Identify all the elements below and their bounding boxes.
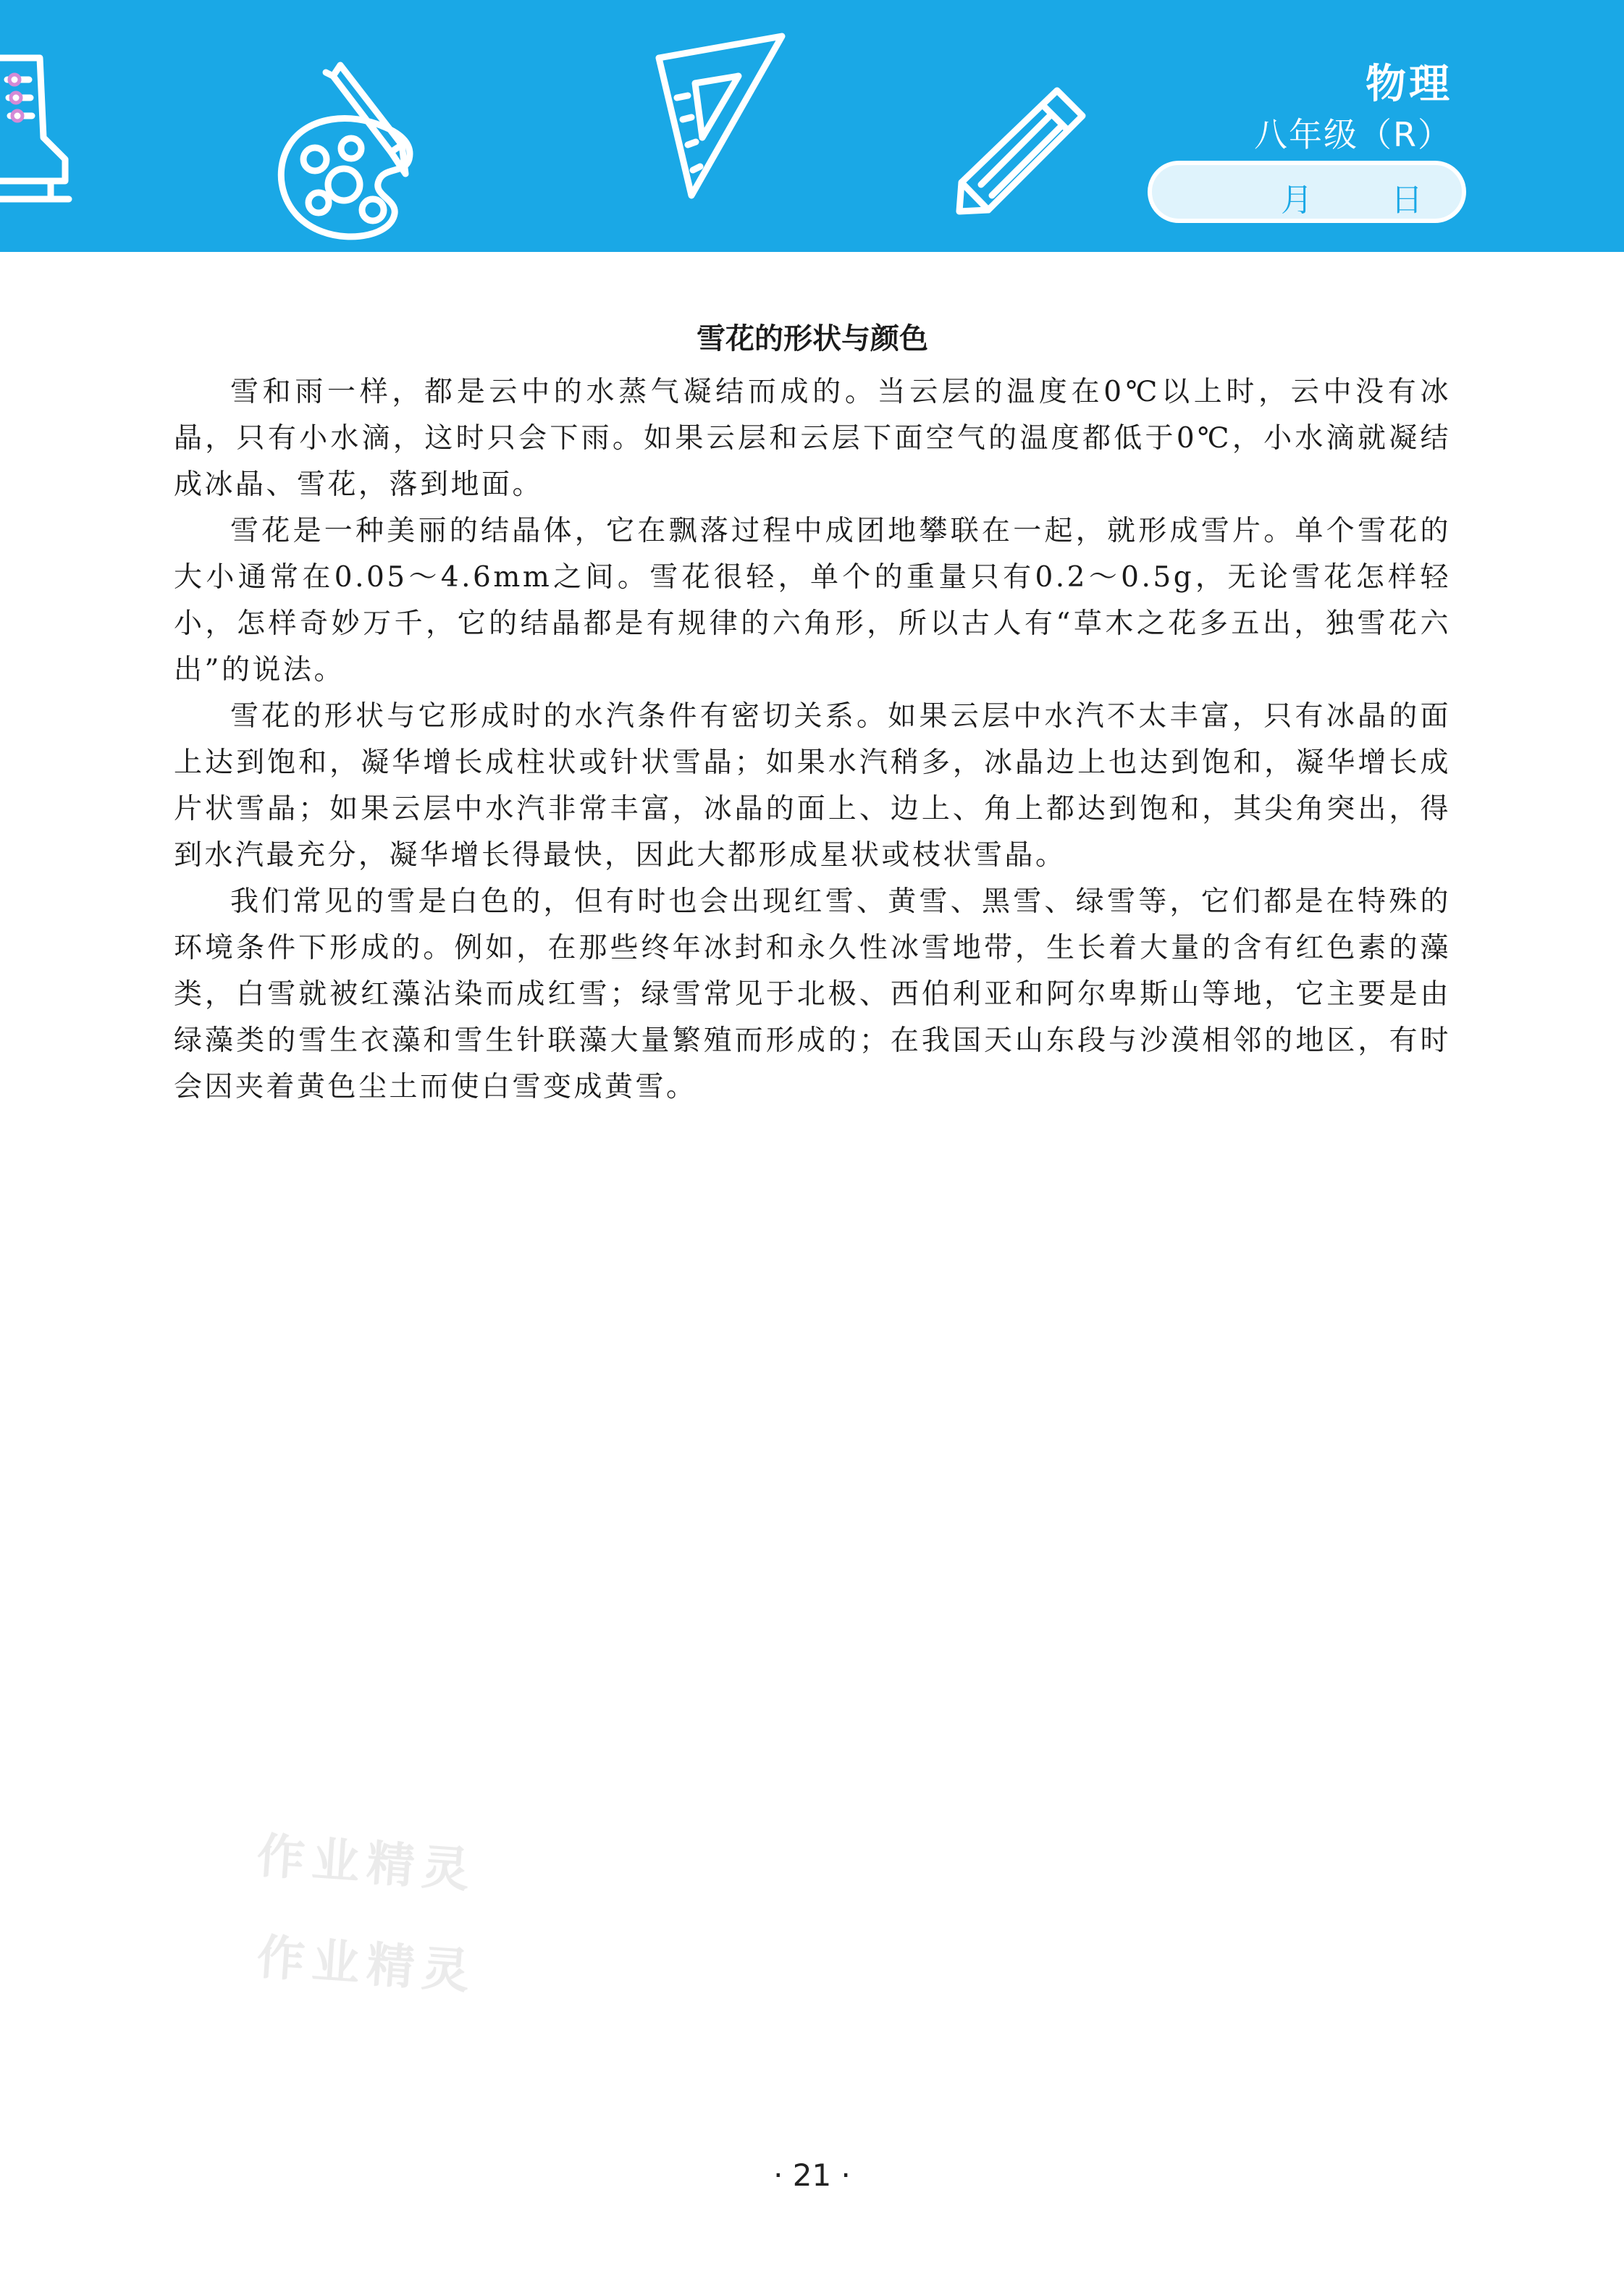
paragraph-3: 雪花的形状与它形成时的水汽条件有密切关系。如果云层中水汽不太丰富，只有冰晶的面上达到饱和，凝华增长成柱状或针状雪晶；如果水汽稍多，冰晶边上也达到饱和，凝华增长成片状雪晶；如果云层中水汽非常丰富，冰晶的面上、边上、角上都达到饱和，其尖角突出，得到水汽最充分，凝华增长得最快，因此大都形成星状或枝状雪晶。 xyxy=(174,700,1451,872)
watermark-2: 作业精灵 xyxy=(255,1929,479,2000)
watermark-1: 作业精灵 xyxy=(255,1827,479,1899)
pencil-icon xyxy=(948,80,1093,217)
article xyxy=(174,319,1451,1111)
page-number: · 21 · xyxy=(773,2157,851,2193)
palette-icon xyxy=(264,58,467,246)
ice-skate-icon xyxy=(0,51,72,210)
article-title: 雪花的形状与颜色 xyxy=(697,322,928,355)
paragraph-4: 我们常见的雪是白色的，但有时也会出现红雪、黄雪、黑雪、绿雪等，它们都是在特殊的环境条件下形成的。例如，在那些终年冰封和永久性冰雪地带，生长着大量的含有红色素的藻类，白雪就被红藻沾染而成红雪；绿雪常见于北极、西伯利亚和阿尔卑斯山等地，它主要是由绿藻类的雪生衣藻和雪生针联藻大量繁殖而形成的；在我国天山东段与沙漠相邻的地区，有时会因夹着黄色尘土而使白雪变成黄雪。 xyxy=(174,885,1451,1103)
subject-title: 物理 xyxy=(1366,61,1452,108)
month-label: 月 xyxy=(1281,182,1313,219)
paragraph-1: 雪和雨一样，都是云中的水蒸气凝结而成的。当云层的温度在0℃以上时，云中没有冰晶，只有小水滴，这时只会下雨。如果云层和云层下面空气的温度都低于0℃，小水滴就凝结成冰晶、雪花，落到地面。 xyxy=(174,376,1451,501)
triangle-ruler-icon xyxy=(648,29,793,203)
paragraph-2: 雪花是一种美丽的结晶体，它在飘落过程中成团地攀联在一起，就形成雪片。单个雪花的大小通常在0.05～4.6mm之间。雪花很轻，单个的重量只有0.2～0.5g，无论雪花怎样轻小，怎样奇妙万千，它的结晶都是有规律的六角形，所以古人有“草木之花多五出，独雪花六出”的说法。 xyxy=(174,515,1451,686)
grade-label: 八年级（R） xyxy=(1254,115,1452,154)
day-label: 日 xyxy=(1391,182,1423,219)
page-header xyxy=(0,0,1624,252)
date-field[interactable] xyxy=(1148,161,1466,223)
